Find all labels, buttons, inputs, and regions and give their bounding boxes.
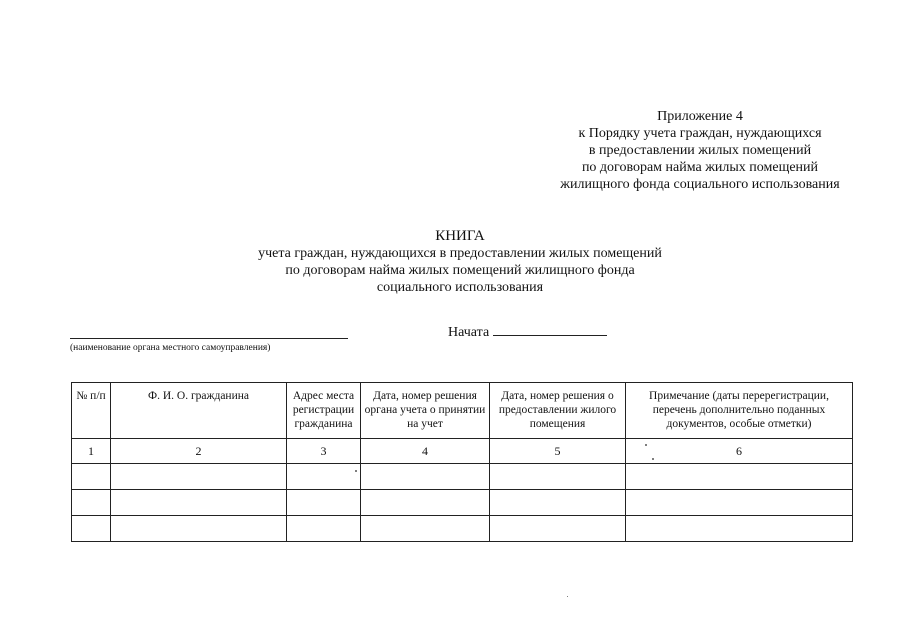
table-cell <box>626 490 853 516</box>
table-cell <box>72 516 111 542</box>
header-address: Адрес места регистрации гражданина <box>287 383 361 439</box>
appendix-line: в предоставлении жилых помещений <box>588 143 812 158</box>
scan-speck <box>645 444 647 446</box>
scan-speck <box>355 470 357 472</box>
org-name-caption: (наименование органа местного самоуправления) <box>70 343 271 353</box>
table-row <box>72 516 853 542</box>
appendix-block <box>520 108 880 193</box>
book-title: КНИГА <box>435 228 485 244</box>
header-registration-decision: Дата, номер решения органа учета о принятии на учет <box>361 383 490 439</box>
header-full-name: Ф. И. О. гражданина <box>111 383 287 439</box>
appendix-line: жилищного фонда социального использования <box>560 177 840 192</box>
table-cell <box>287 516 361 542</box>
appendix-line: по договорам найма жилых помещений <box>581 160 819 175</box>
started-label: Начата <box>448 325 490 340</box>
table-cell <box>72 464 111 490</box>
header-housing-decision: Дата, номер решения о предоставлении жилого помещения <box>490 383 626 439</box>
table-cell <box>626 464 853 490</box>
appendix-line: к Порядку учета граждан, нуждающихся <box>578 126 822 141</box>
table-cell <box>490 516 626 542</box>
table-cell <box>72 490 111 516</box>
table-cell <box>490 490 626 516</box>
column-number: 2 <box>111 439 287 464</box>
scan-speck <box>652 458 654 460</box>
scan-speck <box>567 596 568 597</box>
started-date-line <box>493 323 607 336</box>
book-subtitle-line: социального использования <box>376 280 544 295</box>
org-name-line <box>70 338 348 339</box>
column-number-row <box>72 439 853 464</box>
book-subtitle-line: учета граждан, нуждающихся в предоставлении жилых помещений <box>258 246 662 261</box>
appendix-line: Приложение 4 <box>657 109 743 124</box>
started-field <box>448 323 607 341</box>
table-cell <box>361 464 490 490</box>
column-number: 1 <box>72 439 111 464</box>
table-cell <box>361 516 490 542</box>
table-cell <box>626 516 853 542</box>
header-notes: Примечание (даты перерегистрации, перечень дополнительно поданных документов, особые отметки) <box>626 383 853 439</box>
table-cell <box>287 464 361 490</box>
column-number: 5 <box>490 439 626 464</box>
table-row <box>72 464 853 490</box>
table-header-row <box>72 383 853 439</box>
header-number: № п/п <box>72 383 111 439</box>
table-row <box>72 490 853 516</box>
table-cell <box>287 490 361 516</box>
table-cell <box>111 516 287 542</box>
table-cell <box>111 464 287 490</box>
table-cell <box>490 464 626 490</box>
register-table <box>71 382 853 542</box>
column-number: 6 <box>626 439 853 464</box>
column-number: 4 <box>361 439 490 464</box>
book-heading <box>200 228 720 296</box>
table-cell <box>361 490 490 516</box>
book-subtitle-line: по договорам найма жилых помещений жилищного фонда <box>285 263 635 278</box>
table-cell <box>111 490 287 516</box>
column-number: 3 <box>287 439 361 464</box>
